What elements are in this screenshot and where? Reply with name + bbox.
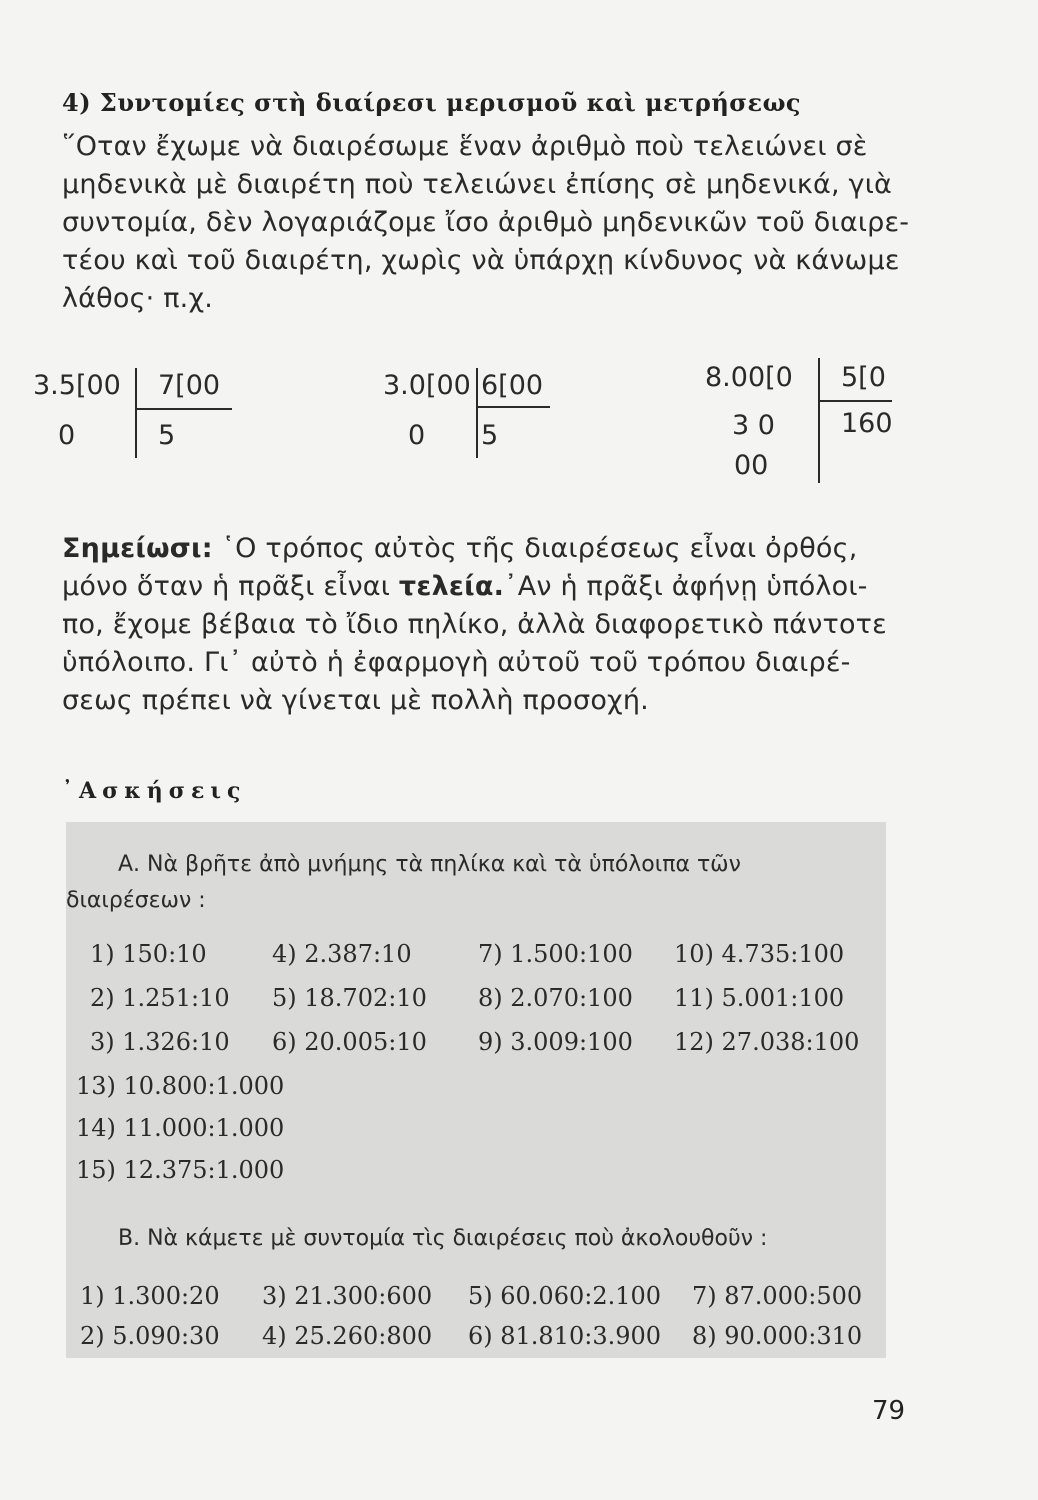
note-line: πο, ἔχομε βέβαια τὸ ἴδιο πηλίκο, ἀλλὰ διαφορετικὸ πάντοτε <box>62 609 887 640</box>
exercise-item: 3) 1.326:10 <box>90 1028 230 1056</box>
exercise-box <box>66 822 886 1358</box>
exercise-item: 8) 90.000:310 <box>692 1322 863 1350</box>
note-line <box>62 568 902 606</box>
exercise-item: 9) 3.009:100 <box>478 1028 633 1056</box>
divisor: 7[00 <box>158 370 221 401</box>
intro-line: συντομία, δὲν λογαριάζομε ἴσο ἀριθμὸ μηδενικῶν τοῦ διαιρε- <box>62 207 910 238</box>
dividend: 3.0[00 <box>383 370 471 401</box>
division-horizontal-line <box>478 406 550 408</box>
intro-line: λάθος· π.χ. <box>62 283 214 314</box>
note-line: σεως πρέπει νὰ γίνεται μὲ πολλὴ προσοχή. <box>62 685 649 716</box>
note-paragraph <box>62 530 902 720</box>
note-emphasis: τελεία. <box>398 571 505 602</box>
divisor: 5[0 <box>841 362 886 393</box>
exercise-item: 6) 20.005:10 <box>272 1028 427 1056</box>
part-b-instruction: Β. Νὰ κάμετε μὲ συντομία τὶς διαιρέσεις ποὺ ἀκολουθοῦν : <box>118 1226 768 1251</box>
note-text: μόνο ὅταν ἡ πρᾶξι εἶναι <box>62 571 399 602</box>
division-vertical-line <box>476 368 478 458</box>
division-vertical-line <box>818 358 820 483</box>
exercise-item: 1) 150:10 <box>90 940 207 968</box>
remainder: 00 <box>734 450 769 481</box>
exercise-item: 15) 12.375:1.000 <box>76 1156 285 1184</box>
exercise-item: 7) 1.500:100 <box>478 940 633 968</box>
intro-line: μηδενικὰ μὲ διαιρέτη ποὺ τελειώνει ἐπίσης σὲ μηδενικά, γιὰ <box>62 169 893 200</box>
note-label: Σημείωσι: <box>62 533 213 564</box>
quotient: 5 <box>158 420 176 451</box>
intro-line: τέου καὶ τοῦ διαιρέτη, χωρὶς νὰ ὑπάρχῃ κίνδυνος νὰ κάνωμε <box>62 245 900 276</box>
intro-line: ῞Οταν ἔχωμε νὰ διαιρέσωμε ἕναν ἀριθμὸ ποὺ τελειώνει σὲ <box>62 131 868 162</box>
page-number: 79 <box>872 1396 906 1426</box>
exercise-item: 3) 21.300:600 <box>262 1282 433 1310</box>
exercise-item: 2) 1.251:10 <box>90 984 230 1012</box>
division-vertical-line <box>135 368 137 458</box>
exercise-item: 12) 27.038:100 <box>674 1028 860 1056</box>
note-text: ᾿Αν ἡ πρᾶξι ἀφήνῃ ὑπόλοι- <box>504 571 868 602</box>
section-title: 4) Συντομίες στὴ διαίρεσι μερισμοῦ καὶ μετρήσεως <box>62 88 802 117</box>
quotient: 5 <box>481 420 499 451</box>
exercise-item: 10) 4.735:100 <box>674 940 845 968</box>
division-horizontal-line <box>137 408 232 410</box>
exercise-item: 6) 81.810:3.900 <box>468 1322 662 1350</box>
exercise-item: 5) 18.702:10 <box>272 984 427 1012</box>
dividend: 3.5[00 <box>33 370 121 401</box>
intro-paragraph <box>62 128 910 318</box>
division-horizontal-line <box>820 400 892 402</box>
exercise-item: 11) 5.001:100 <box>674 984 845 1012</box>
exercise-item: 8) 2.070:100 <box>478 984 633 1012</box>
dividend: 8.00[0 <box>705 362 793 393</box>
note-line <box>62 530 902 568</box>
note-text: ῾Ο τρόπος αὐτὸς τῆς διαιρέσεως εἶναι ὀρθός, <box>212 533 858 564</box>
remainder: 0 <box>58 420 76 451</box>
exercise-item: 1) 1.300:20 <box>80 1282 220 1310</box>
exercise-item: 14) 11.000:1.000 <box>76 1114 285 1142</box>
exercise-item: 2) 5.090:30 <box>80 1322 220 1350</box>
exercise-item: 4) 2.387:10 <box>272 940 412 968</box>
exercise-item: 13) 10.800:1.000 <box>76 1072 285 1100</box>
exercise-item: 4) 25.260:800 <box>262 1322 433 1350</box>
part-a-instruction: Α. Νὰ βρῆτε ἀπὸ μνήμης τὰ πηλίκα καὶ τὰ ὑπόλοιπα τῶν <box>118 852 741 877</box>
exercises-heading: ᾿Ασκήσεις <box>62 778 247 804</box>
remainder: 0 <box>408 420 426 451</box>
part-a-instruction: διαιρέσεων : <box>66 888 206 913</box>
quotient: 160 <box>841 408 893 439</box>
exercise-item: 5) 60.060:2.100 <box>468 1282 662 1310</box>
divisor: 6[00 <box>481 370 544 401</box>
note-line: ὑπόλοιπο. Γι᾿ αὐτὸ ἡ ἐφαρμογὴ αὐτοῦ τοῦ τρόπου διαιρέ- <box>62 647 851 678</box>
partial-step: 3 0 <box>732 410 775 441</box>
exercise-item: 7) 87.000:500 <box>692 1282 863 1310</box>
